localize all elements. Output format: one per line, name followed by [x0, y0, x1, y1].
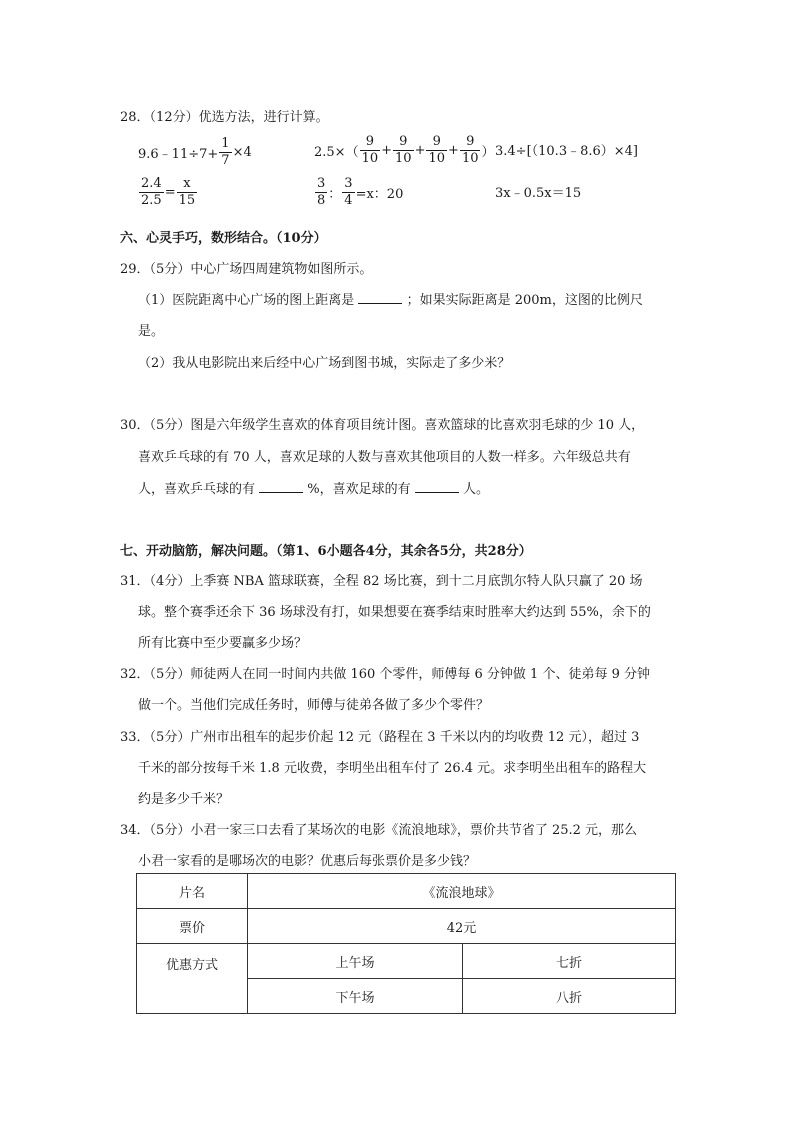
- q28-heading: 28．（12分）优选方法，进行计算。: [120, 110, 329, 125]
- q29-heading: 29．（5分）中心广场四周建筑物如图所示。: [120, 262, 373, 277]
- q28-expr-6: 3x﹣0.5x＝15: [495, 186, 582, 201]
- q29-part1: （1）医院距离中心广场的图上距离是 ；如果实际距离是 200m，这图的比例尺: [138, 293, 643, 308]
- q29-part2: （2）我从电影院出来后经中心广场到图书城，实际走了多少米？: [138, 356, 511, 371]
- expr-1-pre: 9.6﹣11÷7+: [138, 147, 219, 162]
- q28-expr-1: [138, 136, 252, 169]
- fraction-9-10-a: $\frac{9}{10}$: [361, 134, 379, 166]
- q30-line-2: 喜欢乒乓球的有 70 人，喜欢足球的人数与喜欢其他项目的人数一样多。六年级总共有: [138, 450, 631, 465]
- q28-expr-2: 2.5×（ $\frac{9}{10}$ + $\frac{9}{10}$ + $\frac{9}{10}$ + $\frac{9}{10}$ ）: [314, 134, 495, 166]
- q33-line-1: 33．（5分）广州市出租车的起步价起 12 元（路程在 3 千米以内的均收费 12 元），超过 3: [120, 730, 640, 745]
- ticket-table: [136, 873, 676, 1014]
- q33-line-3: 约是多少千米？: [138, 792, 230, 807]
- q31-line-1: 31．（4分）上季赛 NBA 篮球联赛，全程 82 场比赛，到十二月底凯尔特人队只赢了 20 场: [120, 574, 643, 589]
- table-header-cell: 票价: [137, 909, 248, 944]
- q30-line-3: 人，喜欢乒乓球的有 %，喜欢足球的有 人。: [138, 482, 489, 497]
- fraction-1-7: $\frac{1}{7}$: [221, 136, 230, 168]
- table-cell: 八折: [463, 979, 676, 1014]
- table-header-cell: 片名: [137, 874, 248, 909]
- fraction-9-10-b: $\frac{9}{10}$: [395, 134, 412, 166]
- table-cell: 《流浪地球》: [248, 874, 676, 909]
- expr-1-post: ×4: [232, 145, 252, 160]
- q28-expr-4: $\frac{2.4}{2.5}$ = $\frac{x}{15}$: [141, 176, 196, 208]
- fraction-9-10-d: $\frac{9}{10}$: [461, 134, 479, 166]
- q34-line-2: 小君一家看的是哪场次的电影？优惠后每张票价是多少钱？: [138, 854, 477, 869]
- q28-expr-3: 3.4÷[（10.3﹣8.6）×4]: [495, 144, 638, 159]
- fraction-x-15: $\frac{x}{15}$: [178, 176, 196, 208]
- q31-line-3: 所有比赛中至少要赢多少场？: [138, 636, 308, 651]
- table-cell: 下午场: [248, 979, 463, 1014]
- answer-blank[interactable]: [415, 480, 459, 493]
- q30-line-1: 30．（5分）图是六年级学生喜欢的体育项目统计图。喜欢篮球的比喜欢羽毛球的少 10 人，: [120, 418, 645, 433]
- table-row: [137, 874, 676, 909]
- table-cell: 42元: [248, 909, 676, 944]
- table-cell: 上午场: [248, 944, 463, 979]
- q29-part1-cont: 是。: [138, 324, 165, 339]
- section-7-heading: 七、开动脑筋，解决问题。（第1、6小题各4分，其余各5分，共28分）: [120, 544, 532, 559]
- q33-line-2: 千米的部分按每千米 1.8 元收费，李明坐出租车付了 26.4 元。求李明坐出租车的路程大: [138, 761, 647, 776]
- table-cell: 七折: [463, 944, 676, 979]
- q31-line-2: 球。整个赛季还余下 36 场球没有打，如果想要在赛季结束时胜率大约达到 55%，余下的: [138, 605, 651, 620]
- table-header-cell: 优惠方式: [137, 944, 248, 1014]
- q28-expr-5: $\frac{3}{8}$ ： $\frac{3}{4}$ =x：20: [317, 176, 404, 208]
- fraction-9-10-c: $\frac{9}{10}$: [428, 134, 446, 166]
- q32-line-1: 32．（5分）师徒两人在同一时间内共做 160 个零件，师傅每 6 分钟做 1 个、徒弟每 9 分钟: [120, 667, 650, 682]
- fraction-3-8: $\frac{3}{8}$: [317, 176, 326, 208]
- table-row: [137, 944, 676, 979]
- q32-line-2: 做一个。当他们完成任务时，师傅与徒弟各做了多少个零件？: [138, 698, 490, 713]
- q34-line-1: 34．（5分）小君一家三口去看了某场次的电影《流浪地球》，票价共节省了 25.2 元，那么: [120, 823, 638, 838]
- fraction-3-4: $\frac{3}{4}$: [344, 176, 353, 208]
- section-6-heading: 六、心灵手巧，数形结合。（10分）: [120, 231, 327, 246]
- fraction-2.4-2.5: $\frac{2.4}{2.5}$: [141, 176, 162, 208]
- table-row: [137, 909, 676, 944]
- answer-blank[interactable]: [259, 480, 303, 493]
- answer-blank[interactable]: [358, 291, 402, 304]
